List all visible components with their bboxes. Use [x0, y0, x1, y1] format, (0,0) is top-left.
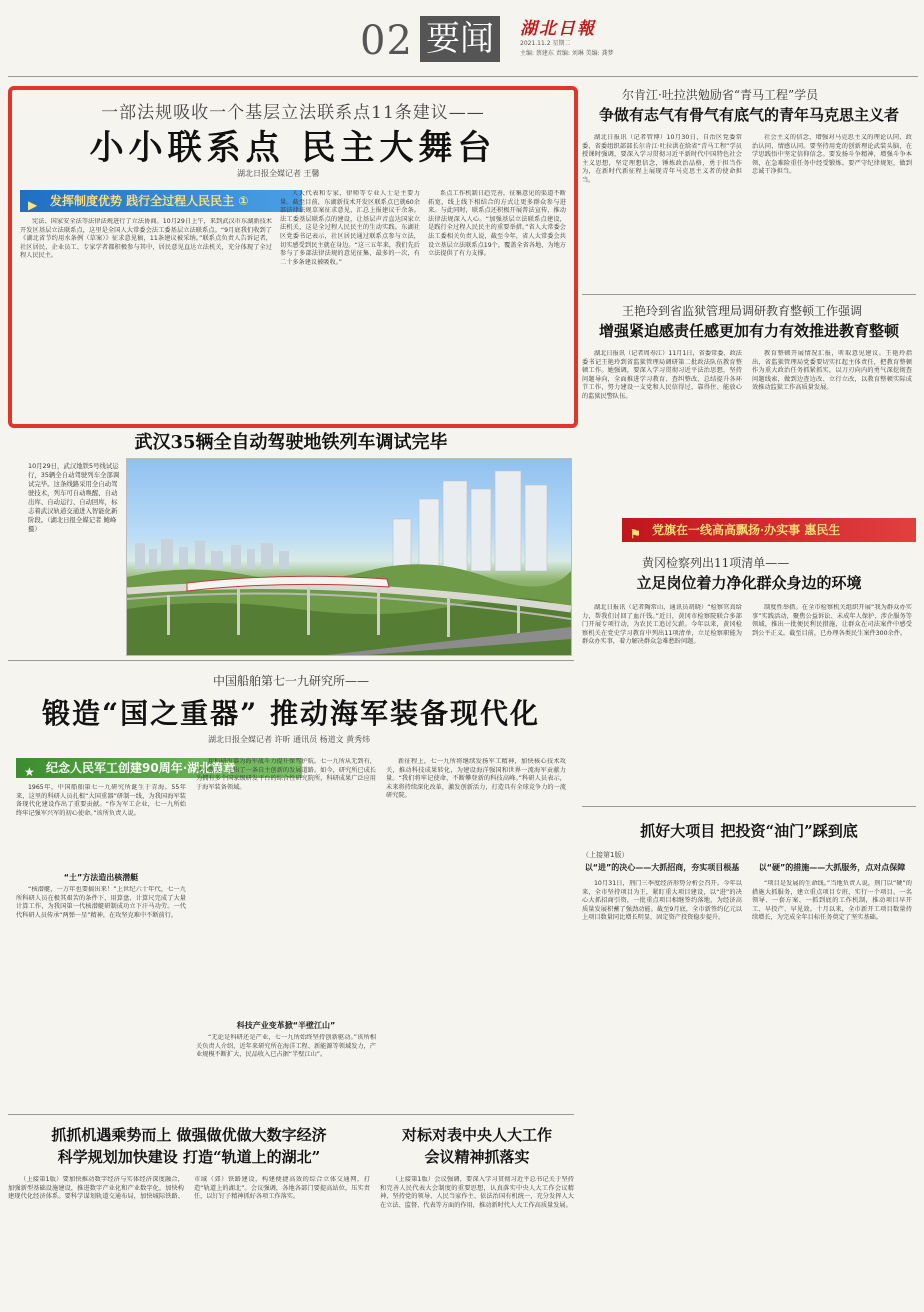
- lead-section-band: [20, 190, 302, 212]
- prison-article: [582, 302, 916, 502]
- investment-text-col2: “项目是发展的生命线。”当地负责人说，荆门以“硬”的措施大抓服务，建立重点项目专班，实行一个项目、一名领导、一套方案、一抓到底的工作机制，推动项目早开工、早投产、早见效。十月以来，全市新开工项目数量持续增长，为完成全年目标任务奠定了坚实基础。: [752, 880, 912, 922]
- investment-subhead-right: 以“硬”的措施——大抓服务，点对点保障: [758, 863, 906, 872]
- rail-photo: [126, 458, 572, 656]
- masthead: [0, 0, 924, 78]
- lead-text-col2: 人大代表和专家，律师等专业人士是主要力量。截至目前，东湖新技术开发区联系点已就60余部法律法规草案征求意见，汇总上报建议千余条。法工委基层联系点的建设，让基层声音直达国家立法机关，这是全过程人民民主的生动实践。东湖社区党委书记表示，社区居民通过联系点参与立法，切实感受到民主就在身边。“这三五年来，我们先后参与了多部法律法规的意见征集，最多的一次，有二十多条建议被吸收。”: [280, 190, 420, 266]
- navy-band-label: 纪念人民军工创建90周年·湖北篇章: [46, 761, 236, 775]
- right-divider-1: [582, 294, 916, 295]
- navy-text-col1: 1965年，中国船舶第七一九研究所诞生于青海。55年来，这里的科研人员扎根“大国重器”研制一线，为我国海军装备现代化建设作出了重要贡献。“作为军工企业，七一九所始终牢记强军兴军的初心使命。”该所负责人说。: [16, 784, 186, 817]
- navy-byline: 湖北日报全媒记者 许昕 通讯员 杨道文 黄秀炜: [208, 735, 371, 744]
- youth-text-col1: 湖北日报讯（记者管博）10月30日，自治区党委常委、省委组织部部长尔肯江·吐拉洪在给省“青马工程”学员授课时强调，要深入学习贯彻习近平新时代中国特色社会主义思想，坚定理想信念，锤炼政治品格，勇于担当作为，在新时代新征程上展现青年马克思主义者的使命担当。: [582, 134, 742, 184]
- page-number: 02: [360, 18, 413, 64]
- rail-title: 武汉35辆全自动驾驶地铁列车调试完毕: [134, 432, 448, 453]
- party-banner: [622, 518, 916, 542]
- left-divider-1: [8, 660, 574, 661]
- lead-title: 小小联系点 民主大舞台: [89, 128, 497, 168]
- procuratorate-kicker: 黄冈检察列出11项清单——: [642, 556, 790, 570]
- rail-photo-illustration: [127, 459, 571, 655]
- navy-subhead-1: “土”方法造出核潜艇: [63, 873, 139, 882]
- procuratorate-article: [582, 554, 916, 804]
- youth-kicker: 尔肯江·吐拉洪勉励省“青马工程”学员: [622, 88, 819, 102]
- youth-article: [582, 86, 916, 292]
- editor-credits: 主编: 蔡建东 责编: 刘琳 美编: 龚梦: [520, 50, 614, 57]
- lead-article: [8, 86, 578, 428]
- procuratorate-text-col1: 湖北日报讯（记者陶常山、通讯员胡晓）“检察官真给力，帮我们讨回了血汗钱。”近日，黄冈市检察院联合多部门开展专项行动，为农民工追讨欠薪。今年以来，黄冈检察机关在党史学习教育中列出11项清单，立足检察职能为群众办实事，着力解决群众急难愁盼问题。: [582, 604, 742, 646]
- investment-subhead-left: 以“进”的决心——大抓招商，夯实项目根基: [584, 863, 740, 872]
- navy-text-col3: 新征程上，七一九所将继续发扬军工精神，加快核心技术攻关，推动科技成果转化，为建设海洋强国和世界一流海军贡献力量。“我们将牢记使命，不断攀登新的科技高峰。”科研人员表示，未来将持续深化改革，激发创新活力，打造具有全球竞争力的一流研究院。: [386, 758, 566, 800]
- issue-date: 2021.11.2 星期二: [520, 40, 571, 47]
- prison-title: 增强紧迫感责任感更加有力有效推进教育整顿: [598, 322, 899, 340]
- prison-kicker: 王艳玲到省监狱管理局调研教育整顿工作强调: [622, 304, 863, 318]
- flag-icon: ▶: [28, 198, 38, 212]
- navy-article: [8, 666, 574, 1110]
- masthead-rule: [8, 76, 918, 77]
- digital-economy-article: [8, 1120, 370, 1306]
- investment-title: 抓好大项目 把投资“油门”踩到底: [640, 822, 858, 840]
- digital-economy-title-1: 抓抓机遇乘势而上 做强做优做大数字经济: [51, 1126, 327, 1144]
- lead-text-col1: 宪法、国家安全法等法律法规进行了立法协商。10月29日上午，来到武汉市东湖新技术开发区基层立法联系点，这里是全国人大常委会法工委基层立法联系点。“9月底我们收到了《湖北省节约用水条例（草案）》征求意见稿，11条建议被采纳。”联系点负责人告诉记者，社区居民、企业员工、专家学者都积极参与其中，居民意见直达立法机关，充分体现了全过程人民民主。: [20, 218, 272, 260]
- procuratorate-text-col2: 制度性举措。在全市检察机关组织开展“我为群众办实事”实践活动，聚焦公益诉讼、未成年人保护、涉企服务等领域，推出一批便民利民措施，让群众在司法案件中感受到公平正义。截至目前，已办理各类民生案件300余件。: [752, 604, 912, 637]
- navy-text-col2b: “无论是科研还是产业，七一九所始终坚持创新驱动。”该所相关负责人介绍，近年来研究所在海洋工程、新能源等领域发力，产业规模不断扩大，民品收入已占据“半壁江山”。: [196, 1034, 376, 1059]
- digital-economy-text: （上接第1版）要加快推动数字经济与实体经济深度融合，加强新型基础设施建设，推进数字产业化和产业数字化，加快构建现代化经济体系。要科学谋划轨道交通布局，加快城际铁路、市域（郊）铁路建设，构建便捷高效的综合立体交通网，打造“轨道上的湖北”。会议强调，各地各部门要提高站位，压实责任，以钉钉子精神抓好各项工作落实。: [8, 1176, 370, 1201]
- youth-text-col2: 社会主义的信念，增强对马克思主义的理论认同、政治认同、情感认同。要坚持用党的创新理论武装头脑，在学思践悟中坚定信仰信念。要发扬斗争精神，增强斗争本领，在急难险重任务中经受锻炼。要严守纪律规矩，做到忠诚干净担当。: [752, 134, 912, 176]
- procuratorate-title: 立足岗位着力净化群众身边的环境: [636, 574, 862, 592]
- investment-intro: （上接第1版）: [582, 851, 629, 859]
- npc-title-1: 对标对表中央人大工作: [401, 1126, 552, 1144]
- youth-title: 争做有志气有骨气有底气的青年马克思主义者: [598, 106, 899, 124]
- right-divider-2: [582, 806, 916, 807]
- party-flag-icon: ⚑: [630, 527, 641, 541]
- navy-subhead-2: 科技产业变革掀“半壁江山”: [236, 1021, 336, 1030]
- digital-economy-title-2: 科学规划加快建设 打造“轨道上的湖北”: [57, 1148, 321, 1166]
- party-banner-label: 党旗在一线高高飘扬·办实事 惠民生: [652, 523, 841, 537]
- navy-text-col2: 用科研重器为海军战斗力提升保驾护航。七一九所从无到有，从小到大，走出了一条自主创新的发展道路。如今，研究所已成长为拥有多个国家级研发平台的综合性研究院所，科研成果广泛应用于海军装备领域。: [196, 758, 376, 791]
- rail-caption: 10月29日，武汉地铁5号线试运行，35辆全自动驾驶列车全部调试完毕。这条线路采用全自动驾驶技术，列车可自动唤醒、自动出库、自动运行、自动回库，标志着武汉轨道交通进入智能化新阶段。（湖北日报全媒记者 鲍峰 摄）: [28, 462, 120, 533]
- lead-band-label: 发挥制度优势 践行全过程人民民主 ①: [50, 194, 249, 208]
- navy-kicker: 中国船舶第七一九研究所——: [212, 674, 369, 688]
- star-icon: ★: [24, 765, 35, 778]
- investment-article: [582, 814, 916, 1304]
- npc-title-2: 会议精神抓落实: [424, 1148, 530, 1166]
- newspaper-brand: 湖北日報: [520, 19, 596, 39]
- prison-text-col1: 湖北日报讯（记者周寿江）11月1日，省委常委、政法委书记王艳玲到省监狱管理局调研第二批政法队伍教育整顿工作。她强调，要深入学习贯彻习近平法治思想，坚持问题导向，全面推进学习教育、查纠整改、总结提升各环节工作，努力建设一支党和人民信得过、靠得住、能放心的监狱民警队伍。: [582, 350, 742, 400]
- investment-text-col1: 10月31日，荆门三季度经济形势分析会召开。今年以来，全市坚持项目为王，紧盯重大项目建设，以“进”的决心大抓招商引资，一批重点项目相继签约落地，为经济高质量发展积蓄了强劲动能。截至9月底，全市新签约亿元以上项目数量同比增长明显，固定资产投资稳步提升。: [582, 880, 742, 922]
- left-divider-2: [8, 1114, 574, 1115]
- section-title: 要闻: [420, 16, 500, 62]
- lead-kicker: 一部法规吸收一个基层立法联系点11条建议——: [101, 103, 485, 123]
- npc-article: [380, 1120, 574, 1306]
- navy-text-col1b: “核潜艇，一万年也要搞出来！”上世纪六十年代，七一九所科研人员在极其艰苦的条件下，用算盘、计算尺完成了大量计算工作，为我国第一代核潜艇研制成功立下汗马功劳。一代代科研人员传承“两弹一星”精神，在攻坚克难中不断前行。: [16, 886, 186, 919]
- rail-article: [8, 428, 574, 658]
- npc-text: （上接第1版）会议强调，要深入学习贯彻习近平总书记关于坚持和完善人民代表大会制度的重要思想，认真落实中央人大工作会议精神，坚持党的领导、人民当家作主、依法治国有机统一，充分发挥人大在立法、监督、代表等方面的作用，推动新时代人大工作高质量发展。: [380, 1176, 574, 1209]
- lead-byline: 湖北日报全媒记者 王馨: [237, 169, 320, 178]
- navy-title: 锻造“国之重器” 推动海军装备现代化: [42, 697, 540, 730]
- prison-text-col2: 教育整顿开展情况汇报，听取意见建议。王艳玲指出，省监狱管理局党委要切实扛起主体责任，把教育整顿作为重大政治任务抓紧抓实，以刀刃向内的勇气深挖彻查问题线索，做到边查边改、立行立改，以教育整顿实际成效推动监狱工作高质量发展。: [752, 350, 912, 392]
- lead-text-col3: 系点工作机制日趋完善，征集意见的渠道不断拓宽，线上线下相结合的方式让更多群众参与进来。与此同时，联系点还积极开展普法宣传，推动法律法规深入人心。“加强基层立法联系点建设，是践行全过程人民民主的重要举措。”省人大常委会法工委相关负责人说，截至今年，省人大常委会共设立基层立法联系点19个，覆盖全省各地，为地方立法提供了有力支撑。: [428, 190, 566, 258]
